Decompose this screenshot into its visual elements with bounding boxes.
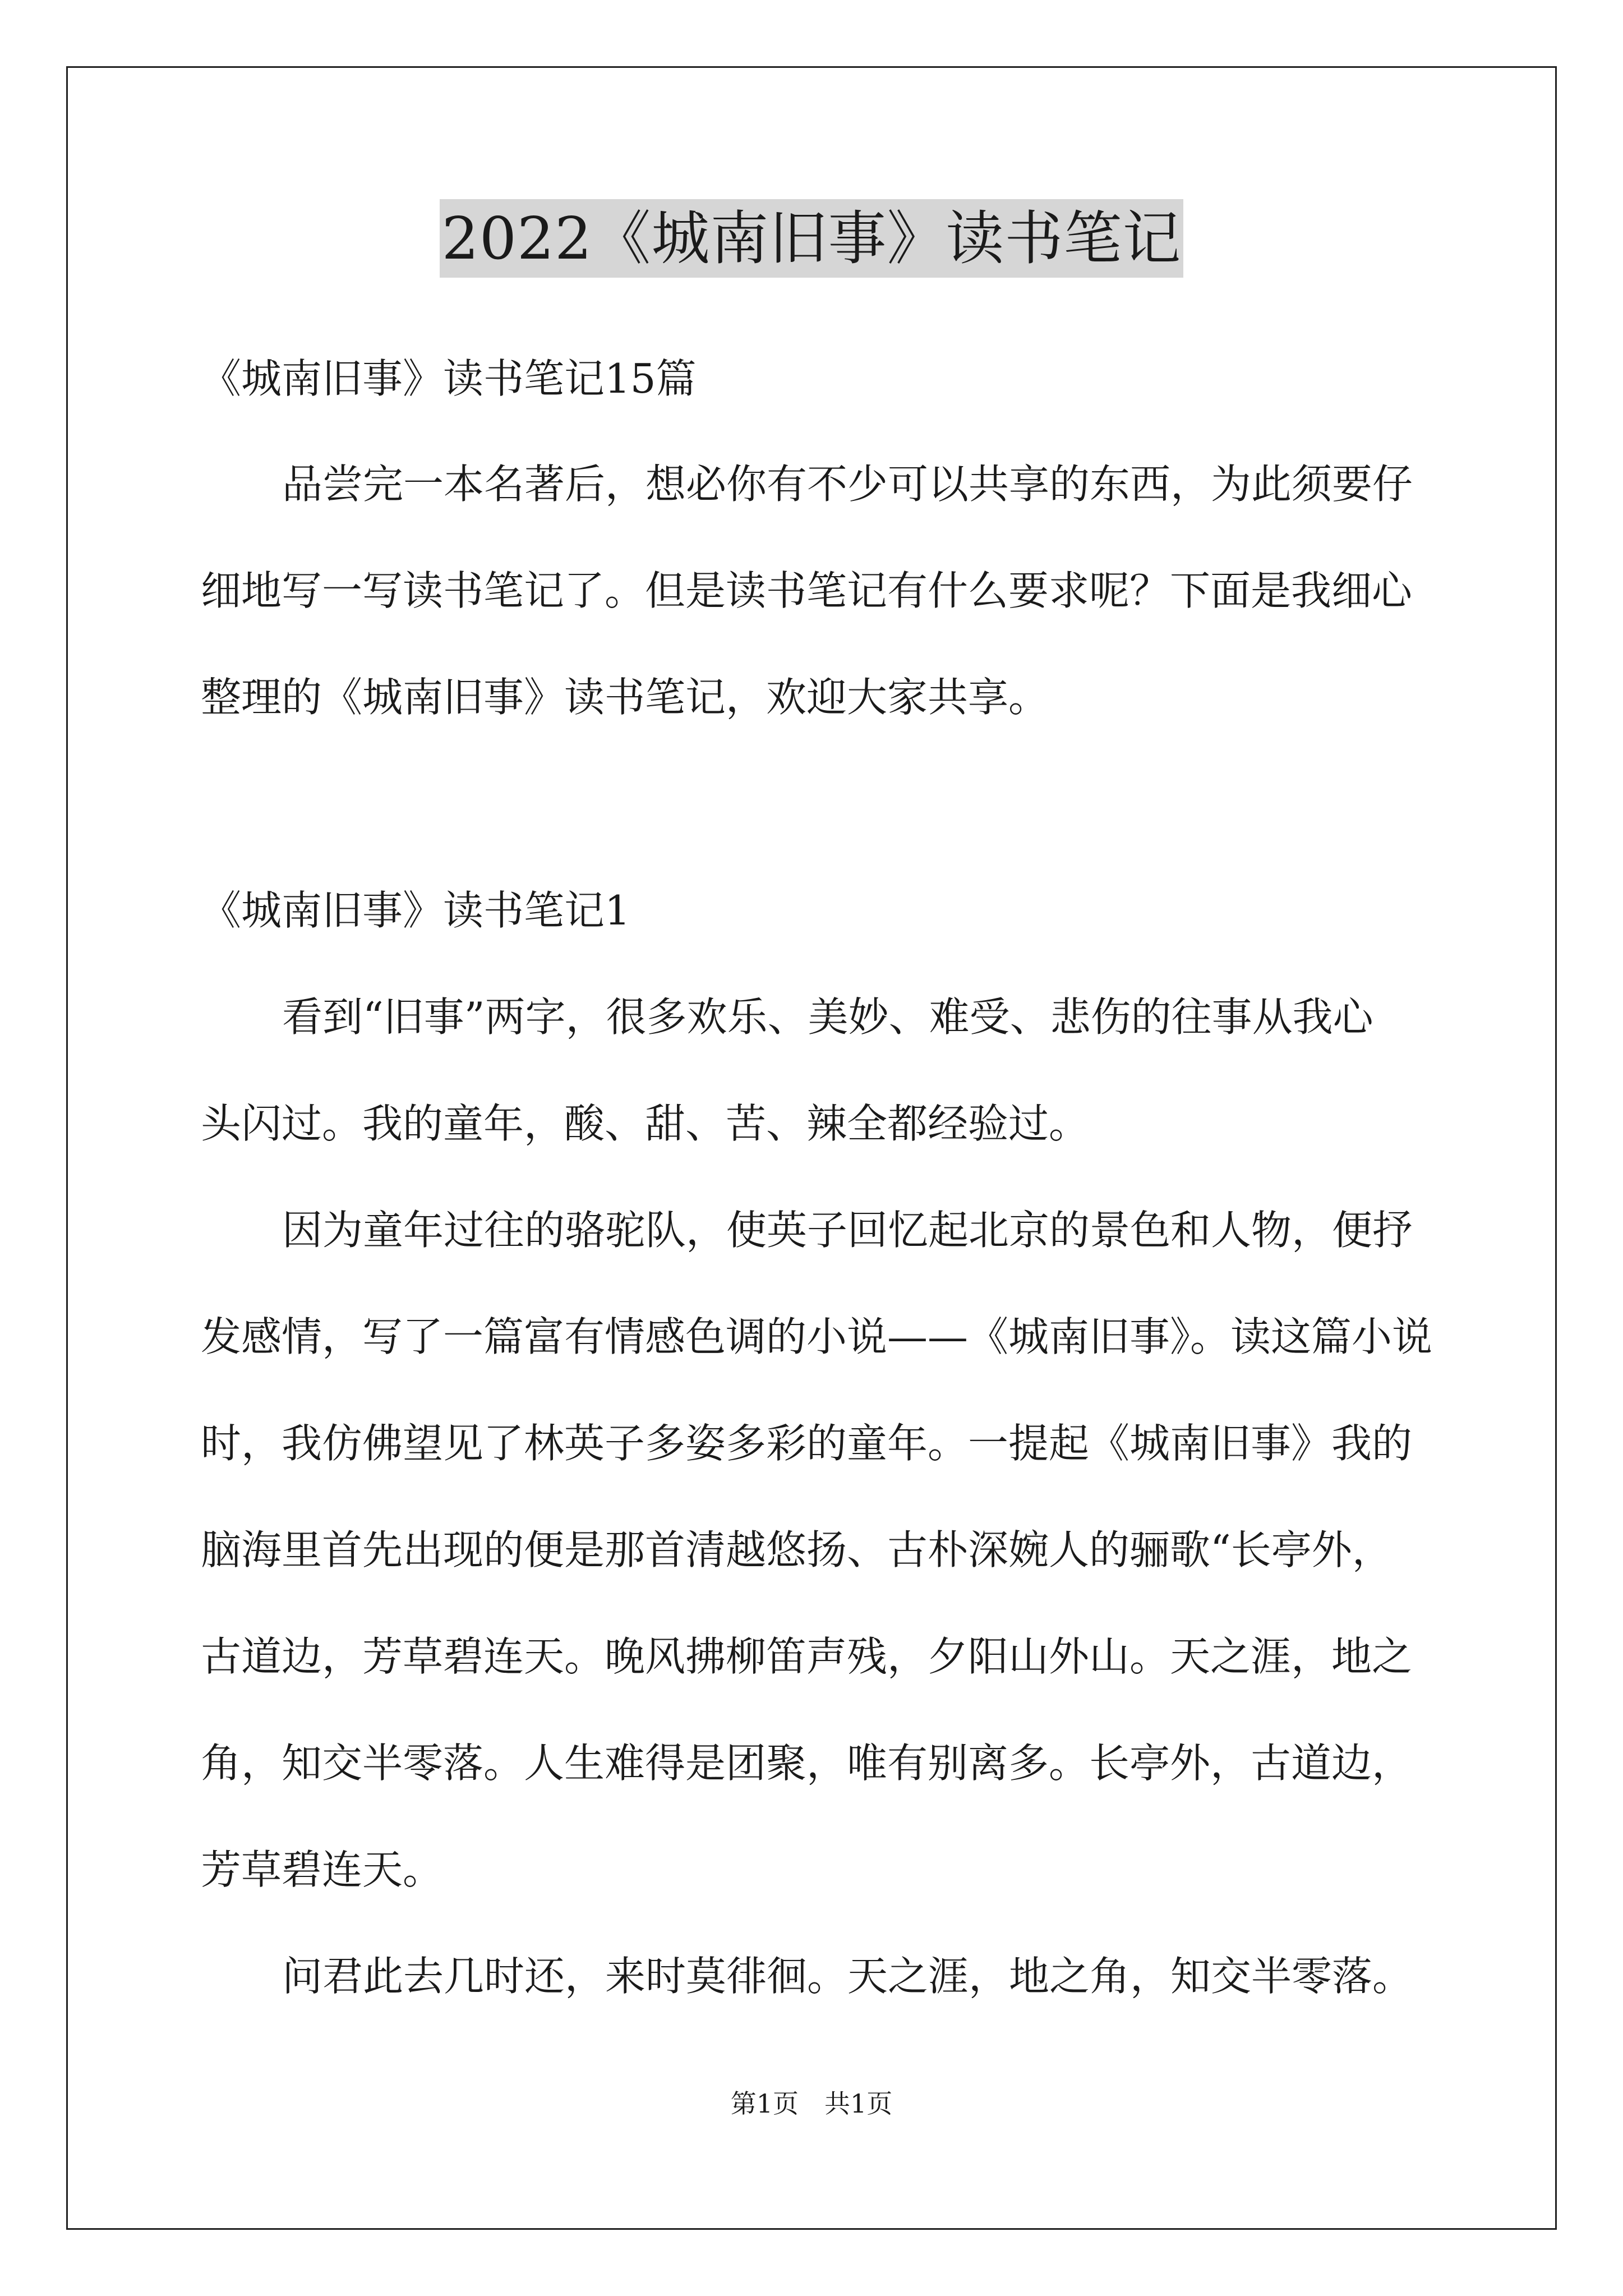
title-container <box>0 199 1623 278</box>
paragraph-line: 芳草碧连天。 <box>201 1846 444 1893</box>
intro-line: 品尝完一本名著后，想必你有不少可以共享的东西，为此须要仔 <box>282 461 1413 508</box>
paragraph-line: 头闪过。我的童年，酸、甜、苦、辣全都经验过。 <box>201 1100 1090 1147</box>
intro-line: 整理的《城南旧事》读书笔记，欢迎大家共享。 <box>201 674 1049 721</box>
paragraph-line: 时，我仿佛望见了林英子多姿多彩的童年。一提起《城南旧事》我的 <box>201 1420 1413 1467</box>
paragraph-line: 发感情，写了一篇富有情感色调的小说——《城南旧事》。读这篇小说 <box>201 1313 1433 1360</box>
intro-line: 细地写一写读书笔记了。但是读书笔记有什么要求呢？下面是我细心 <box>201 567 1413 614</box>
paragraph-line: 角，知交半零落。人生难得是团聚，唯有别离多。长亭外，古道边， <box>201 1740 1413 1787</box>
paragraph-line: 因为童年过往的骆驼队，使英子回忆起北京的景色和人物，便抒 <box>282 1207 1413 1254</box>
paragraph-line: 古道边，芳草碧连天。晚风拂柳笛声残，夕阳山外山。天之涯，地之 <box>201 1633 1413 1680</box>
paragraph-line: 看到“旧事”两字，很多欢乐、美妙、难受、悲伤的往事从我心 <box>282 993 1373 1041</box>
document-subtitle: 《城南旧事》读书笔记15篇 <box>201 355 697 402</box>
section-heading: 《城南旧事》读书笔记1 <box>201 887 630 934</box>
page-number-footer: 第1页 共1页 <box>730 2088 893 2119</box>
document-title: 2022《城南旧事》读书笔记 <box>440 199 1184 278</box>
paragraph-line: 问君此去几时还，来时莫徘徊。天之涯，地之角，知交半零落。 <box>282 1953 1413 2000</box>
paragraph-line: 脑海里首先出现的便是那首清越悠扬、古朴深婉人的骊歌“长亭外， <box>201 1526 1393 1573</box>
